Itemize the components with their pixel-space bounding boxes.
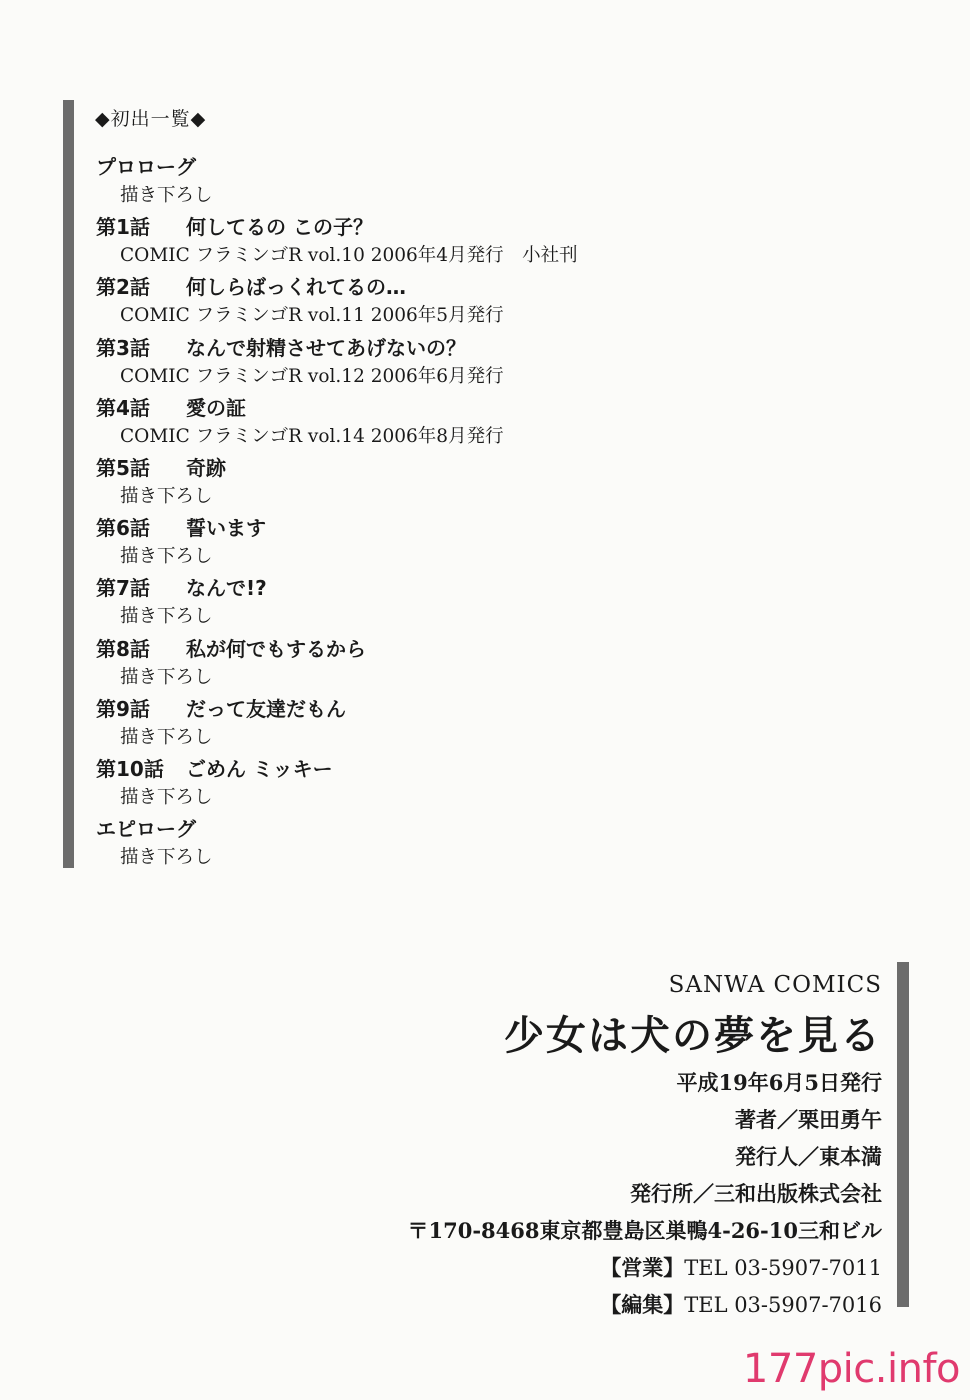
entry-number: 第5話 — [96, 455, 150, 480]
entry-source: 描き下ろし — [120, 666, 213, 688]
right-accent-bar — [897, 962, 909, 1307]
toc-list — [96, 154, 816, 876]
series-name: SANWA COMICS — [668, 972, 882, 998]
entry-source: 描き下ろし — [120, 606, 213, 628]
entry-number: 第3話 — [96, 335, 150, 360]
toc-heading: ◆初出一覧◆ — [95, 108, 207, 130]
toc-entry — [96, 756, 816, 816]
editorial-label: 【編集】 — [600, 1292, 685, 1317]
toc-entry — [96, 515, 816, 575]
toc-entry — [96, 696, 816, 756]
entry-title: 愛の証 — [186, 395, 246, 420]
entry-title: 私が何でもするから — [186, 636, 366, 661]
book-title: 少女は犬の夢を見る — [504, 1012, 882, 1059]
entry-title: なんで!? — [186, 576, 267, 601]
toc-entry — [96, 816, 816, 876]
entry-source: 描き下ろし — [120, 485, 213, 507]
entry-source: 描き下ろし — [120, 786, 213, 808]
entry-title: 誓います — [186, 516, 266, 541]
entry-number: 第7話 — [96, 576, 150, 601]
entry-number: プロローグ — [96, 155, 196, 179]
sales-tel: TEL 03-5907-7011 — [684, 1256, 882, 1280]
entry-number: 第6話 — [96, 516, 150, 541]
toc-entry — [96, 214, 816, 274]
left-accent-bar — [63, 100, 74, 868]
entry-title: なんで射精させてあげないの？ — [186, 335, 466, 360]
entry-source: COMIC フラミンゴR vol.11 2006年5月発行 — [120, 305, 504, 327]
sales-label: 【営業】 — [600, 1255, 685, 1280]
entry-source: 描き下ろし — [120, 726, 213, 748]
entry-number: 第9話 — [96, 696, 150, 721]
entry-number: 第10話 — [96, 756, 164, 781]
toc-entry — [96, 154, 816, 214]
toc-entry — [96, 395, 816, 455]
toc-entry — [96, 575, 816, 635]
publisher-line: 発行所／三和出版株式会社 — [630, 1181, 882, 1206]
toc-entry — [96, 274, 816, 334]
colophon — [282, 962, 882, 1323]
sales-phone-line — [282, 1249, 882, 1286]
entry-source: COMIC フラミンゴR vol.12 2006年6月発行 — [120, 365, 504, 387]
toc-entry — [96, 335, 816, 395]
toc-entry — [96, 636, 816, 696]
toc-entry — [96, 455, 816, 515]
entry-number: 第8話 — [96, 636, 150, 661]
entry-source: 描き下ろし — [120, 546, 213, 568]
entry-title: 何してるの この子？ — [186, 215, 373, 240]
editorial-tel: TEL 03-5907-7016 — [684, 1293, 882, 1317]
entry-number: 第2話 — [96, 275, 150, 300]
author-line: 著者／栗田勇午 — [735, 1107, 882, 1132]
entry-title: ごめん ミッキー — [186, 756, 333, 781]
entry-number: 第1話 — [96, 215, 150, 240]
entry-number: エピローグ — [96, 817, 196, 842]
entry-source: COMIC フラミンゴR vol.14 2006年8月発行 — [120, 425, 504, 447]
entry-source: 描き下ろし — [120, 847, 213, 869]
publisher-person-line: 発行人／東本満 — [735, 1144, 882, 1169]
address-line: 〒170-8468東京都豊島区巣鴨4-26-10三和ビル — [407, 1218, 882, 1243]
entry-title: 何しらばっくれてるの… — [186, 275, 406, 300]
entry-title: 奇跡 — [186, 455, 226, 480]
watermark: 177pic.info — [742, 1346, 960, 1392]
entry-title: だって友達だもん — [186, 696, 346, 721]
entry-source: 描き下ろし — [120, 185, 213, 206]
editorial-phone-line — [282, 1286, 882, 1323]
entry-number: 第4話 — [96, 395, 150, 420]
publish-date: 平成19年6月5日発行 — [676, 1070, 882, 1095]
entry-source: COMIC フラミンゴR vol.10 2006年4月発行 小社刊 — [120, 245, 578, 267]
